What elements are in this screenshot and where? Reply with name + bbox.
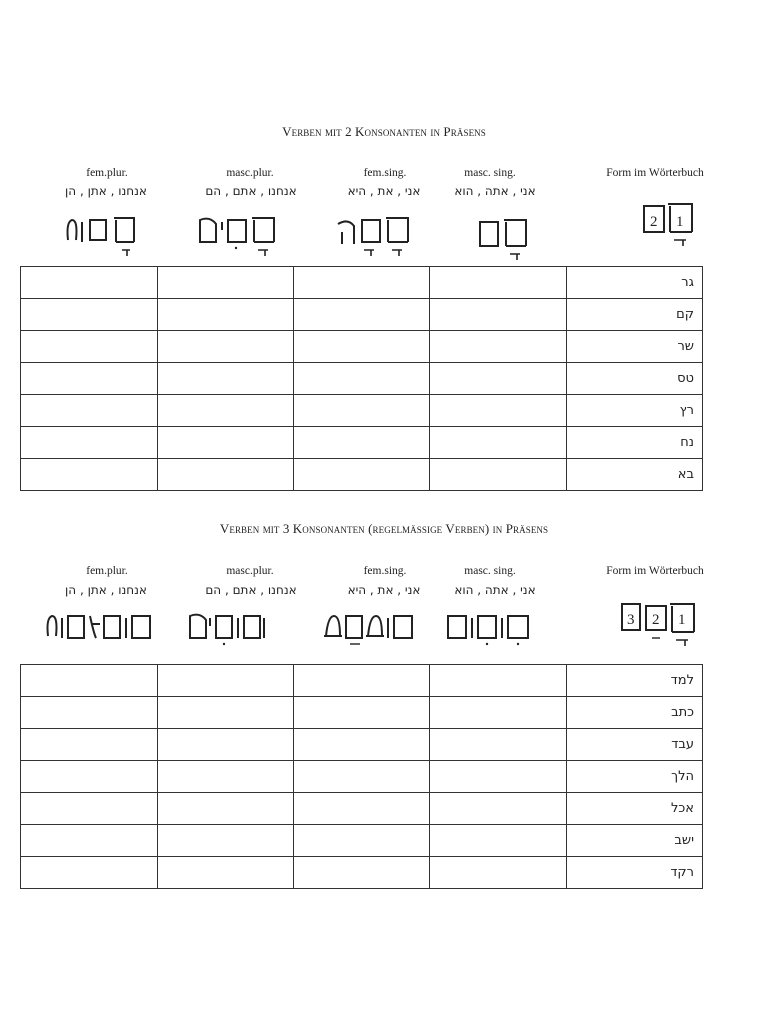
answer-cell[interactable] [21,793,158,825]
answer-cell[interactable] [158,761,294,793]
answer-cell[interactable] [430,857,567,889]
answer-cell[interactable] [158,459,294,491]
answer-cell[interactable] [21,825,158,857]
table-row [21,857,703,889]
table-row [21,331,703,363]
table-row [21,267,703,299]
answer-cell[interactable] [294,459,430,491]
section2-table [20,664,703,889]
answer-cell[interactable] [294,267,430,299]
verb-cell: שר [567,331,703,363]
answer-cell[interactable] [294,363,430,395]
s2-col-masc-sing-label: masc. sing. [464,565,516,577]
answer-cell[interactable] [21,697,158,729]
answer-cell[interactable] [430,665,567,697]
section1-table [20,266,703,491]
table-row [21,299,703,331]
answer-cell[interactable] [158,395,294,427]
answer-cell[interactable] [158,857,294,889]
answer-cell[interactable] [158,825,294,857]
s2-col-masc-sing-pronouns: אני , אתה , הוא [454,583,536,597]
answer-cell[interactable] [294,697,430,729]
s1-pattern-fem-plur [64,208,144,260]
table-row [21,793,703,825]
answer-cell[interactable] [21,427,158,459]
table-row [21,363,703,395]
answer-cell[interactable] [294,761,430,793]
answer-cell[interactable] [294,857,430,889]
s2-col-fem-plur-label: fem.plur. [86,565,128,577]
answer-cell[interactable] [430,363,567,395]
answer-cell[interactable] [294,793,430,825]
table-row [21,665,703,697]
answer-cell[interactable] [430,825,567,857]
answer-cell[interactable] [430,395,567,427]
s2-pattern-dictionary [618,598,702,654]
answer-cell[interactable] [21,395,158,427]
verb-cell: קם [567,299,703,331]
verb-cell: טס [567,363,703,395]
section1-title: Verben mit 2 Konsonanten in Präsens [282,124,486,139]
answer-cell[interactable] [158,665,294,697]
s2-pattern-masc-sing [444,604,536,652]
s2-pattern-masc-plur [186,604,282,652]
s2-col-masc-plur-label: masc.plur. [226,565,274,577]
s1-pattern-masc-sing [476,214,532,266]
s1-col-fem-sing-pronouns: אני , את , היא [347,184,421,198]
table-row [21,395,703,427]
table-row [21,825,703,857]
verb-cell: גר [567,267,703,299]
answer-cell[interactable] [294,729,430,761]
answer-cell[interactable] [430,427,567,459]
answer-cell[interactable] [158,793,294,825]
verb-cell: רץ [567,395,703,427]
verb-cell: אכל [567,793,703,825]
s2-col-fem-sing-pronouns: אני , את , היא [347,583,421,597]
s2-slot-3: 3 [627,612,635,628]
s1-slot-2: 2 [650,214,658,230]
verb-cell: ישב [567,825,703,857]
answer-cell[interactable] [21,299,158,331]
verb-cell: כתב [567,697,703,729]
answer-cell[interactable] [21,267,158,299]
table-row [21,459,703,491]
s1-col-masc-sing-label: masc. sing. [464,167,516,179]
s1-col-fem-plur-pronouns: אנחנו , אתן , הן [65,184,147,198]
verb-cell: הלך [567,761,703,793]
s1-col-masc-plur-pronouns: אנחנו , אתם , הם [205,184,297,198]
table-row [21,729,703,761]
s2-col-fem-sing-label: fem.sing. [363,565,407,577]
verb-cell: למד [567,665,703,697]
s1-col-masc-sing-pronouns: אני , אתה , הוא [454,184,536,198]
table-row [21,761,703,793]
s1-col-fem-sing-label: fem.sing. [363,167,407,179]
answer-cell[interactable] [430,729,567,761]
answer-cell[interactable] [21,459,158,491]
answer-cell[interactable] [158,427,294,459]
s2-pattern-fem-sing [322,604,432,652]
s2-col-dictionary-label: Form im Wörterbuch [606,565,704,577]
s1-pattern-fem-sing [334,208,418,264]
answer-cell[interactable] [158,697,294,729]
answer-cell[interactable] [430,697,567,729]
answer-cell[interactable] [294,665,430,697]
answer-cell[interactable] [158,331,294,363]
s2-col-masc-plur-pronouns: אנחנו , אתם , הם [205,583,297,597]
s1-col-dictionary-label: Form im Wörterbuch [606,167,704,179]
verb-cell: עבד [567,729,703,761]
s1-slot-1: 1 [676,214,684,230]
table-row [21,427,703,459]
answer-cell[interactable] [430,299,567,331]
answer-cell[interactable] [158,299,294,331]
answer-cell[interactable] [21,729,158,761]
s2-pattern-fem-plur [44,604,156,652]
answer-cell[interactable] [21,857,158,889]
answer-cell[interactable] [158,267,294,299]
answer-cell[interactable] [158,363,294,395]
verb-cell: בא [567,459,703,491]
answer-cell[interactable] [430,793,567,825]
answer-cell[interactable] [294,427,430,459]
answer-cell[interactable] [21,331,158,363]
answer-cell[interactable] [158,729,294,761]
answer-cell[interactable] [294,299,430,331]
answer-cell[interactable] [430,459,567,491]
answer-cell[interactable] [21,665,158,697]
s2-col-fem-plur-pronouns: אנחנו , אתן , הן [65,583,147,597]
answer-cell[interactable] [21,761,158,793]
s2-slot-2: 2 [652,612,660,628]
s2-slot-1: 1 [678,612,686,628]
section2-title: Verben mit 3 Konsonanten (regelmässige Verben) in Präsens [219,521,549,536]
s1-col-fem-plur-label: fem.plur. [86,167,128,179]
table-row [21,697,703,729]
answer-cell[interactable] [430,761,567,793]
s1-pattern-masc-plur [196,208,286,260]
answer-cell[interactable] [430,267,567,299]
s1-pattern-dictionary [640,200,700,252]
s1-col-masc-plur-label: masc.plur. [226,167,274,179]
answer-cell[interactable] [294,395,430,427]
answer-cell[interactable] [21,363,158,395]
answer-cell[interactable] [294,331,430,363]
answer-cell[interactable] [430,331,567,363]
answer-cell[interactable] [294,825,430,857]
verb-cell: נח [567,427,703,459]
verb-cell: רקד [567,857,703,889]
